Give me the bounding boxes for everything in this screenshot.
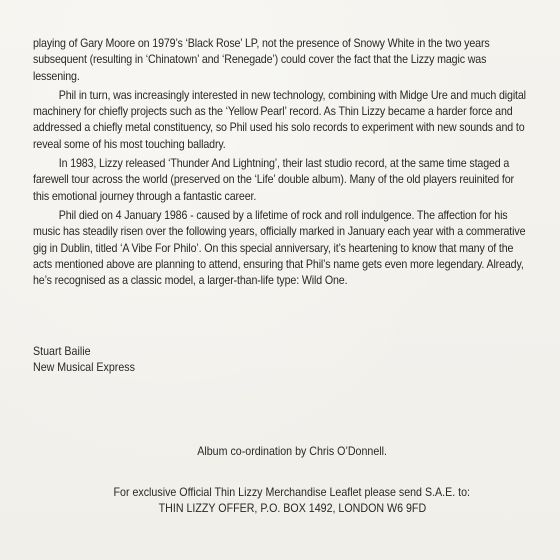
offer-line-1: For exclusive Official Thin Lizzy Merchandise Leaflet please send S.A.E. to:	[113, 486, 471, 499]
merchandise-offer	[12, 485, 560, 518]
author-signature	[33, 344, 135, 377]
offer-line-2: THIN LIZZY OFFER, P.O. BOX 1492, LONDON W6 9FD	[158, 502, 426, 516]
author-publication: New Musical Express	[33, 361, 135, 375]
author-name: Stuart Bailie	[33, 345, 91, 358]
paragraph-2: Phil in turn, was increasingly interested in new technology, combining with Midge Ure and much digital machinery for chiefly projects such as the ‘Yellow Pearl’ record. As Thin Lizzy became a harder force and addressed a chiefly metal constituency, so Phil used his solo records to experiment with new sounds and to reveal some of his most touching balladry.	[33, 88, 526, 151]
paragraph-4: Phil died on 4 January 1986 - caused by a lifetime of rock and roll indulgence. The affection for his music has steadily risen over the following years, officially marked in January each year with a commerative gig in Dublin, titled ‘A Vibe For Philo’. On this special anniversary, it’s heartening to know that many of the acts mentioned above are planning to attend, ensuring that Phil’s name gets even more legendary. Already, he’s recognised as a classic model, a larger-than-life type: Wild One.	[33, 208, 526, 288]
paragraph-3: In 1983, Lizzy released ‘Thunder And Lightning’, their last studio record, at the same time staged a farewell tour across the world (preserved on the ‘Life’ double album). Many of the old players reuinited for this emotional journey through a fantastic career.	[33, 157, 514, 203]
coordination-text: Album co-ordination by Chris O’Donnell.	[197, 445, 387, 458]
paragraph-1: playing of Gary Moore on 1979’s ‘Black Rose’ LP, not the presence of Snowy White in the two years subsequent (resulting in ‘Chinatown’ and ‘Renegade’) could cover the fact that the Lizzy magic was lessening.	[33, 37, 490, 83]
liner-notes-body	[33, 36, 527, 292]
album-coordination-credit	[12, 444, 560, 460]
